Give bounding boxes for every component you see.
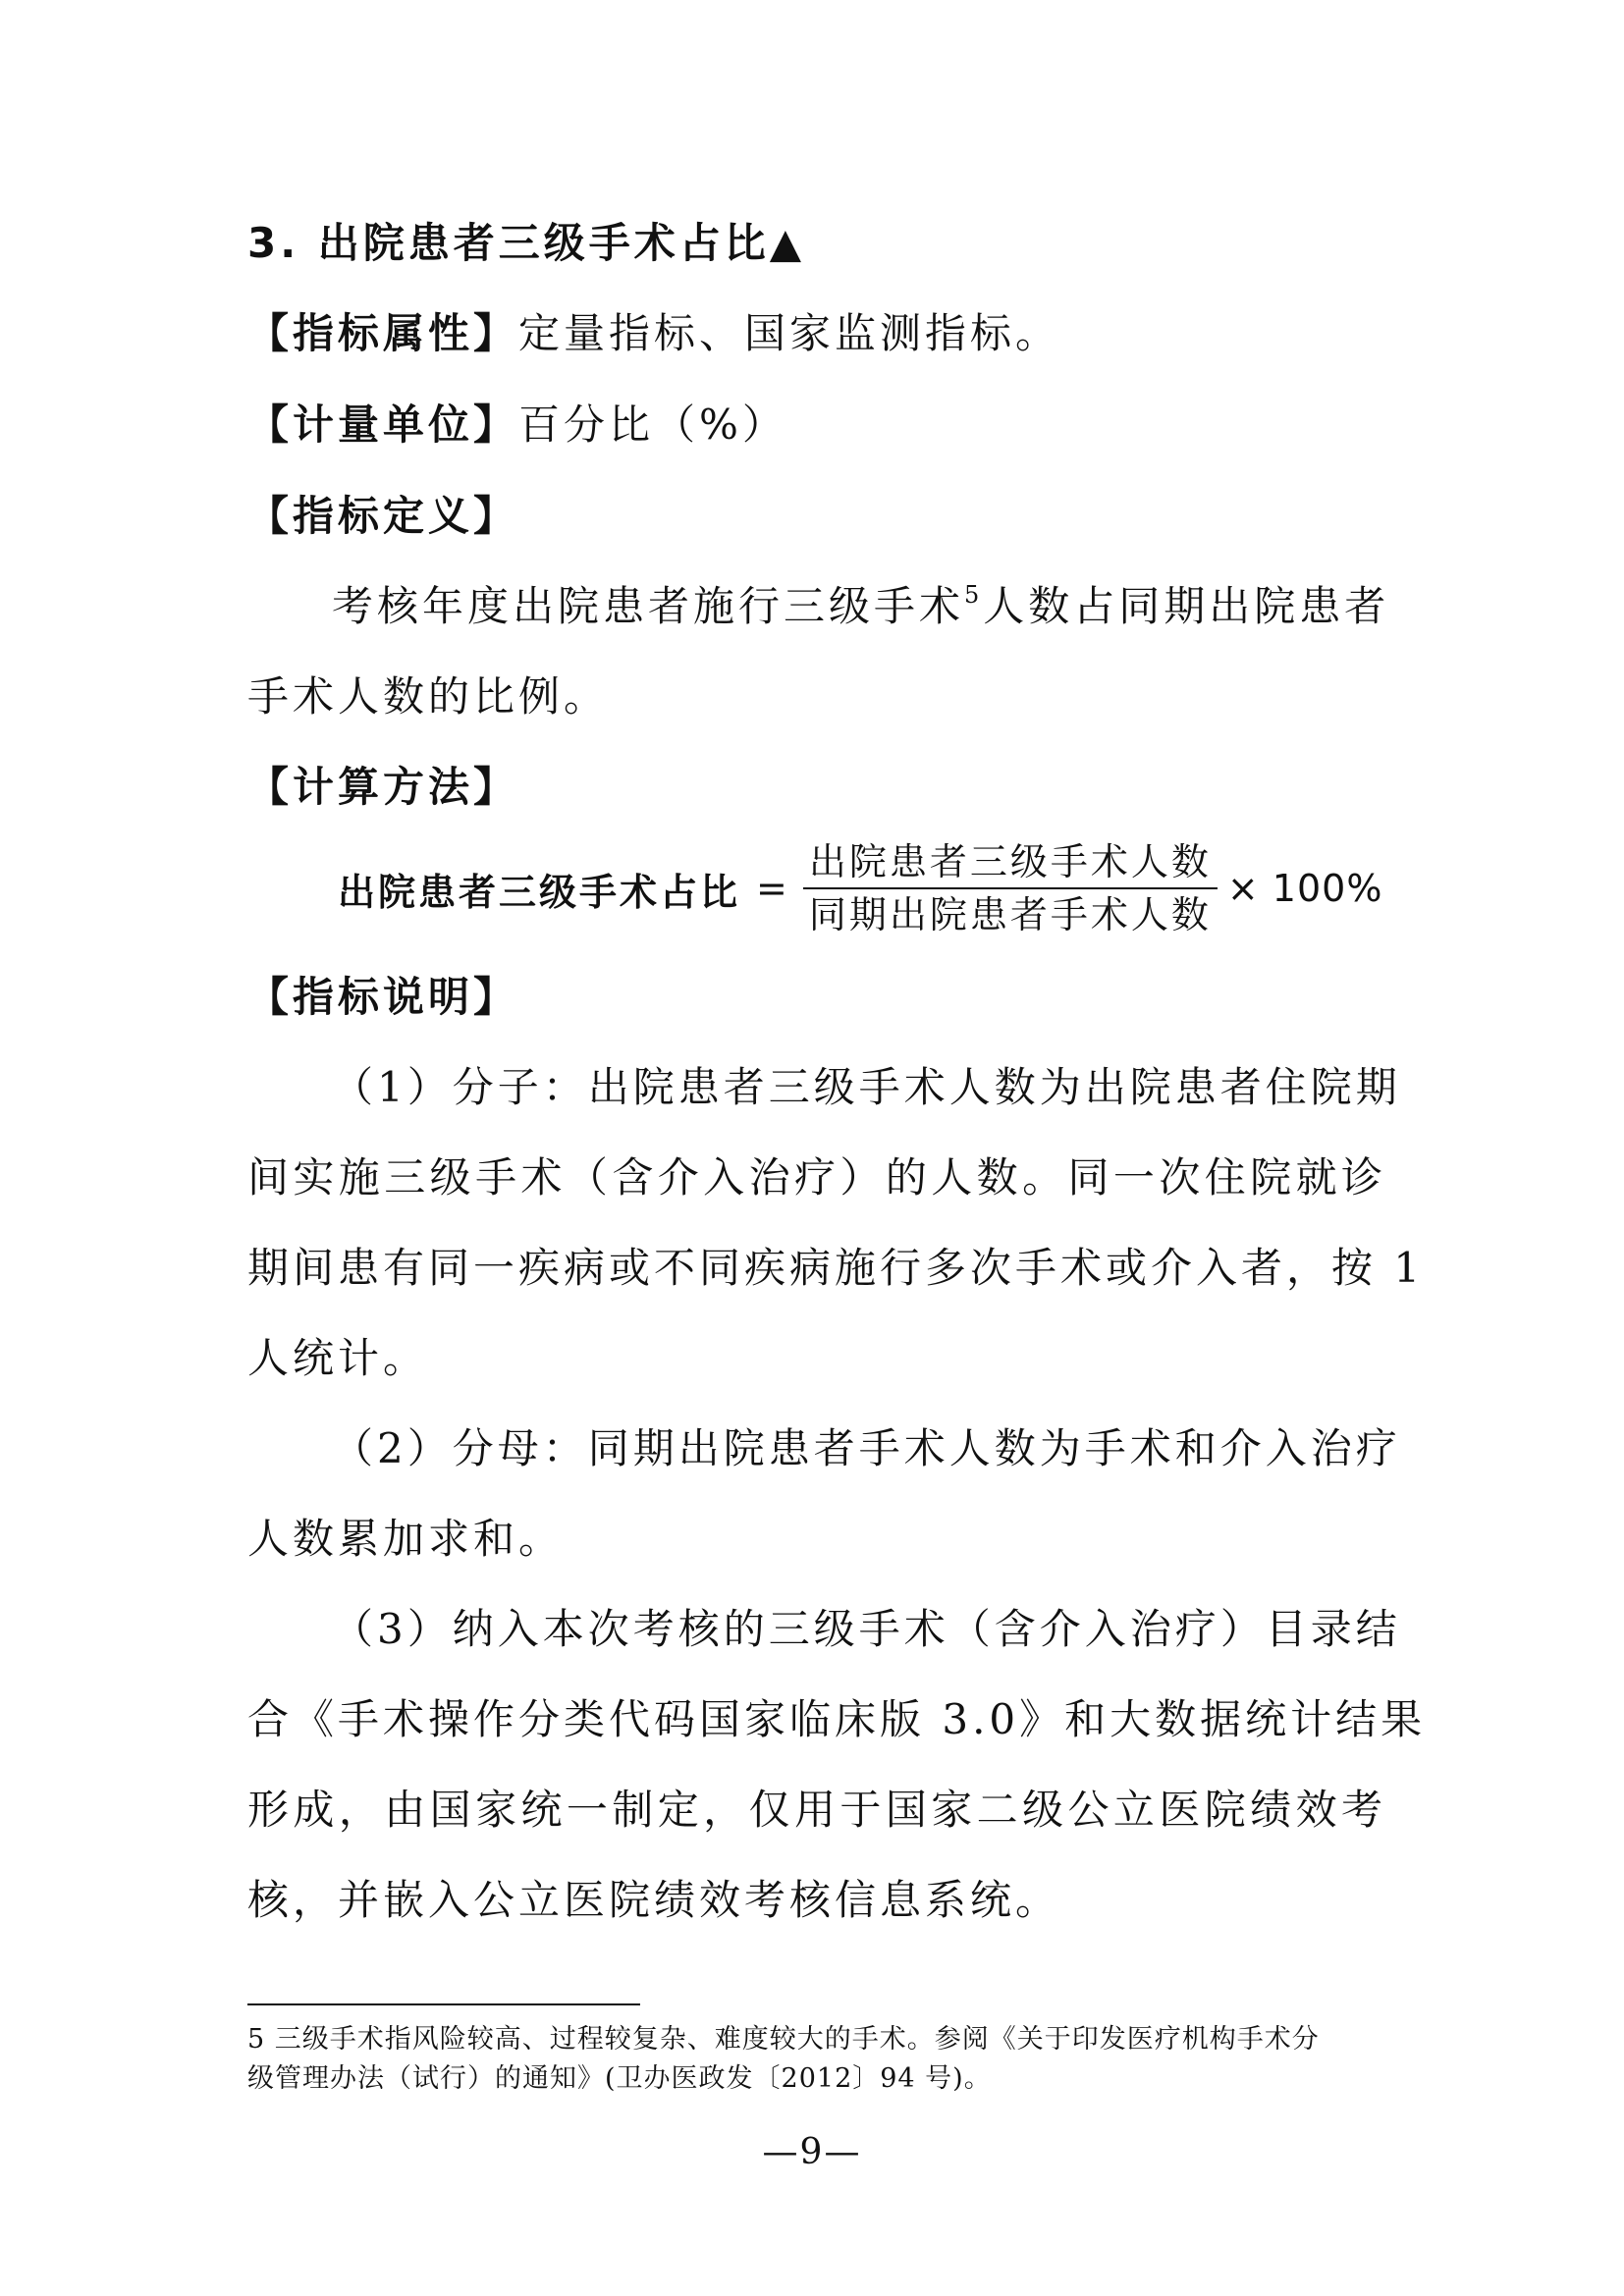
calculation-label-text: 【计算方法】 bbox=[247, 763, 519, 811]
formula-lhs: 出院患者三级手术占比 bbox=[338, 870, 741, 914]
definition-label-text: 【指标定义】 bbox=[247, 492, 519, 540]
explanation-label bbox=[247, 968, 1386, 1027]
footnote-line-1: 5 三级手术指风险较高、过程较复杂、难度较大的手术。参阅《关于印发医疗机构手术分 bbox=[247, 2024, 1320, 2055]
explanation-p3-line-1: （3）纳入本次考核的三级手术（含介入治疗）目录结 bbox=[332, 1605, 1401, 1653]
indicator-attribute-row bbox=[247, 304, 1386, 363]
measurement-unit-row bbox=[247, 396, 1386, 454]
explanation-p3-line-3: 形成，由国家统一制定，仅用于国家二级公立医院绩效考 bbox=[247, 1786, 1386, 1834]
calculation-label bbox=[247, 758, 1386, 817]
explanation-p2-line-1: （2）分母：同期出院患者手术人数为手术和介入治疗 bbox=[332, 1424, 1401, 1472]
footnote-reference[interactable]: 5 bbox=[964, 581, 984, 609]
definition-label bbox=[247, 487, 1386, 546]
explanation-p1-line-4: 人统计。 bbox=[247, 1334, 429, 1382]
footnote-line-2: 级管理办法（试行）的通知》(卫办医政发〔2012〕94 号)。 bbox=[247, 2063, 992, 2094]
definition-text-before: 考核年度出院患者施行三级手术 bbox=[332, 582, 965, 630]
definition-line-2: 手术人数的比例。 bbox=[247, 672, 610, 721]
explanation-p1-line-2: 间实施三级手术（含介入治疗）的人数。同一次住院就诊 bbox=[247, 1153, 1386, 1201]
formula-multiplier: × 100% bbox=[1226, 867, 1383, 910]
explanation-p3-line-2: 合《手术操作分类代码国家临床版 3.0》和大数据统计结果 bbox=[247, 1695, 1427, 1743]
explanation-p1-line-1: （1）分子：出院患者三级手术人数为出院患者住院期 bbox=[332, 1063, 1401, 1111]
footnote-divider bbox=[247, 2003, 640, 2005]
formula-denominator: 同期出院患者手术人数 bbox=[808, 893, 1212, 936]
explanation-label-text: 【指标说明】 bbox=[247, 973, 519, 1021]
formula-equals: = bbox=[756, 867, 787, 910]
indicator-attribute-label: 【指标属性】 bbox=[247, 309, 519, 357]
explanation-p2-line-2: 人数累加求和。 bbox=[247, 1515, 565, 1563]
indicator-attribute-value: 定量指标、国家监测指标。 bbox=[518, 309, 1061, 357]
formula-fraction bbox=[803, 836, 1218, 940]
page-number: —9— bbox=[762, 2132, 862, 2172]
measurement-unit-value: 百分比（%） bbox=[518, 400, 787, 449]
section-title: 3. 出院患者三级手术占比▲ bbox=[247, 219, 806, 267]
explanation-p3-line-4: 核，并嵌入公立医院绩效考核信息系统。 bbox=[247, 1876, 1061, 1924]
definition-text-after: 人数占同期出院患者 bbox=[983, 582, 1390, 630]
formula-numerator: 出院患者三级手术人数 bbox=[808, 840, 1212, 883]
calculation-formula bbox=[338, 834, 1382, 942]
explanation-p1-line-3: 期间患有同一疾病或不同疾病施行多次手术或介入者，按 1 bbox=[247, 1244, 1425, 1292]
measurement-unit-label: 【计量单位】 bbox=[247, 400, 519, 449]
definition-line-1 bbox=[332, 577, 1390, 636]
